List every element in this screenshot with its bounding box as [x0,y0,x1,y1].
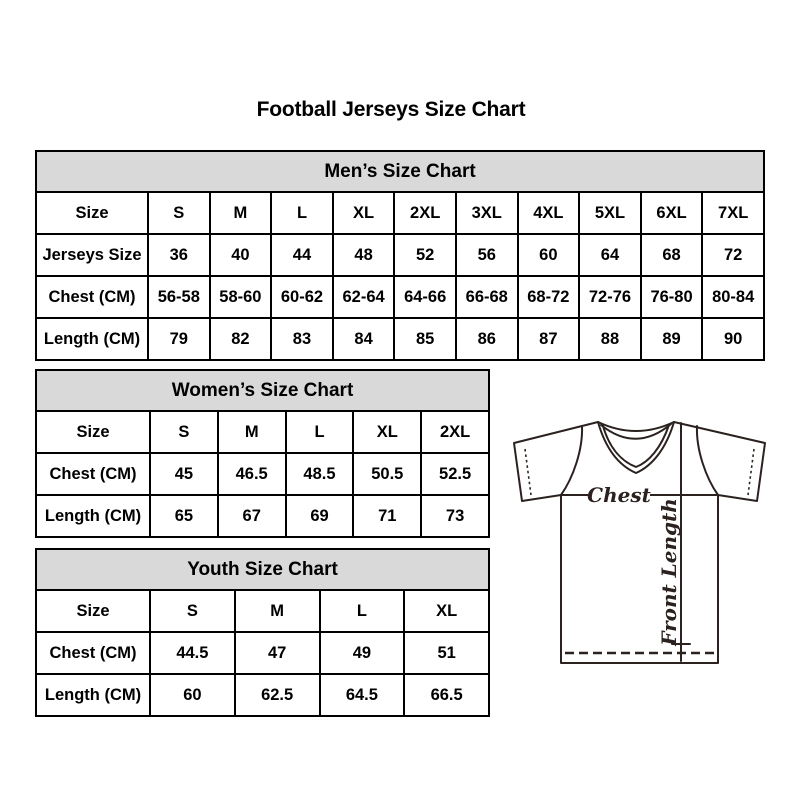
row-label-cell: Chest (CM) [36,632,150,674]
row-label-cell: Length (CM) [36,674,150,716]
value-cell: 40 [210,234,272,276]
value-cell: 90 [702,318,764,360]
value-cell: L [286,411,354,453]
value-cell: 83 [271,318,333,360]
value-cell: 80-84 [702,276,764,318]
value-cell: 3XL [456,192,518,234]
front-length-label: Front Length [657,498,681,646]
value-cell: 45 [150,453,218,495]
row-label-cell: Length (CM) [36,318,148,360]
table-row [36,495,489,537]
value-cell: 58-60 [210,276,272,318]
value-cell: 69 [286,495,354,537]
chest-label: Chest [587,483,651,507]
value-cell: M [210,192,272,234]
value-cell: 79 [148,318,210,360]
value-cell: XL [333,192,395,234]
value-cell: 60-62 [271,276,333,318]
value-cell: 48 [333,234,395,276]
right-cuff-stitch-line [748,449,754,495]
value-cell: 89 [641,318,703,360]
value-cell: S [150,590,235,632]
value-cell: 2XL [421,411,489,453]
value-cell: 64.5 [320,674,405,716]
value-cell: 65 [150,495,218,537]
table-row [36,276,764,318]
value-cell: 64 [579,234,641,276]
value-cell: 52.5 [421,453,489,495]
table-header-row [36,151,764,192]
value-cell: 87 [518,318,580,360]
table-row [36,632,489,674]
table-header-row [36,549,489,590]
value-cell: 82 [210,318,272,360]
jersey-left-armhole-seam [561,426,582,495]
value-cell: 84 [333,318,395,360]
jersey-illustration [505,410,780,675]
value-cell: S [148,192,210,234]
value-cell: 62-64 [333,276,395,318]
value-cell: 76-80 [641,276,703,318]
value-cell: 47 [235,632,320,674]
value-cell: 46.5 [218,453,286,495]
table-row [36,192,764,234]
value-cell: 56-58 [148,276,210,318]
value-cell: 51 [404,632,489,674]
jersey-right-armhole-seam [697,426,718,495]
value-cell: 72 [702,234,764,276]
row-label-cell: Chest (CM) [36,453,150,495]
value-cell: XL [353,411,421,453]
table-title: Men’s Size Chart [36,151,764,192]
value-cell: 48.5 [286,453,354,495]
value-cell: L [271,192,333,234]
table-row [36,411,489,453]
value-cell: 52 [394,234,456,276]
table-title: Youth Size Chart [36,549,489,590]
mens-size-chart-table [35,150,765,361]
table-header-row [36,370,489,411]
value-cell: 88 [579,318,641,360]
value-cell: 7XL [702,192,764,234]
row-label-cell: Size [36,590,150,632]
value-cell: 6XL [641,192,703,234]
value-cell: 86 [456,318,518,360]
value-cell: 73 [421,495,489,537]
youth-size-chart-table [35,548,490,717]
value-cell: 68-72 [518,276,580,318]
value-cell: 85 [394,318,456,360]
left-cuff-stitch-line [525,449,531,495]
value-cell: 50.5 [353,453,421,495]
value-cell: 49 [320,632,405,674]
womens-size-chart-table [35,369,490,538]
value-cell: 67 [218,495,286,537]
table-row [36,318,764,360]
table-row [36,590,489,632]
row-label-cell: Length (CM) [36,495,150,537]
value-cell: 64-66 [394,276,456,318]
value-cell: L [320,590,405,632]
row-label-cell: Size [36,411,150,453]
value-cell: 62.5 [235,674,320,716]
value-cell: 66-68 [456,276,518,318]
table-title: Women’s Size Chart [36,370,489,411]
value-cell: 44 [271,234,333,276]
value-cell: 44.5 [150,632,235,674]
value-cell: M [235,590,320,632]
value-cell: 5XL [579,192,641,234]
value-cell: 60 [518,234,580,276]
value-cell: 60 [150,674,235,716]
value-cell: 66.5 [404,674,489,716]
page-title: Football Jerseys Size Chart [256,98,526,121]
jersey-outline [514,422,765,663]
value-cell: XL [404,590,489,632]
row-label-cell: Jerseys Size [36,234,148,276]
value-cell: S [150,411,218,453]
value-cell: 2XL [394,192,456,234]
row-label-cell: Size [36,192,148,234]
value-cell: 56 [456,234,518,276]
value-cell: 36 [148,234,210,276]
row-label-cell: Chest (CM) [36,276,148,318]
value-cell: 4XL [518,192,580,234]
value-cell: 72-76 [579,276,641,318]
value-cell: 71 [353,495,421,537]
table-row [36,234,764,276]
table-row [36,453,489,495]
jersey-measurement-diagram [505,410,780,675]
value-cell: 68 [641,234,703,276]
table-row [36,674,489,716]
value-cell: M [218,411,286,453]
